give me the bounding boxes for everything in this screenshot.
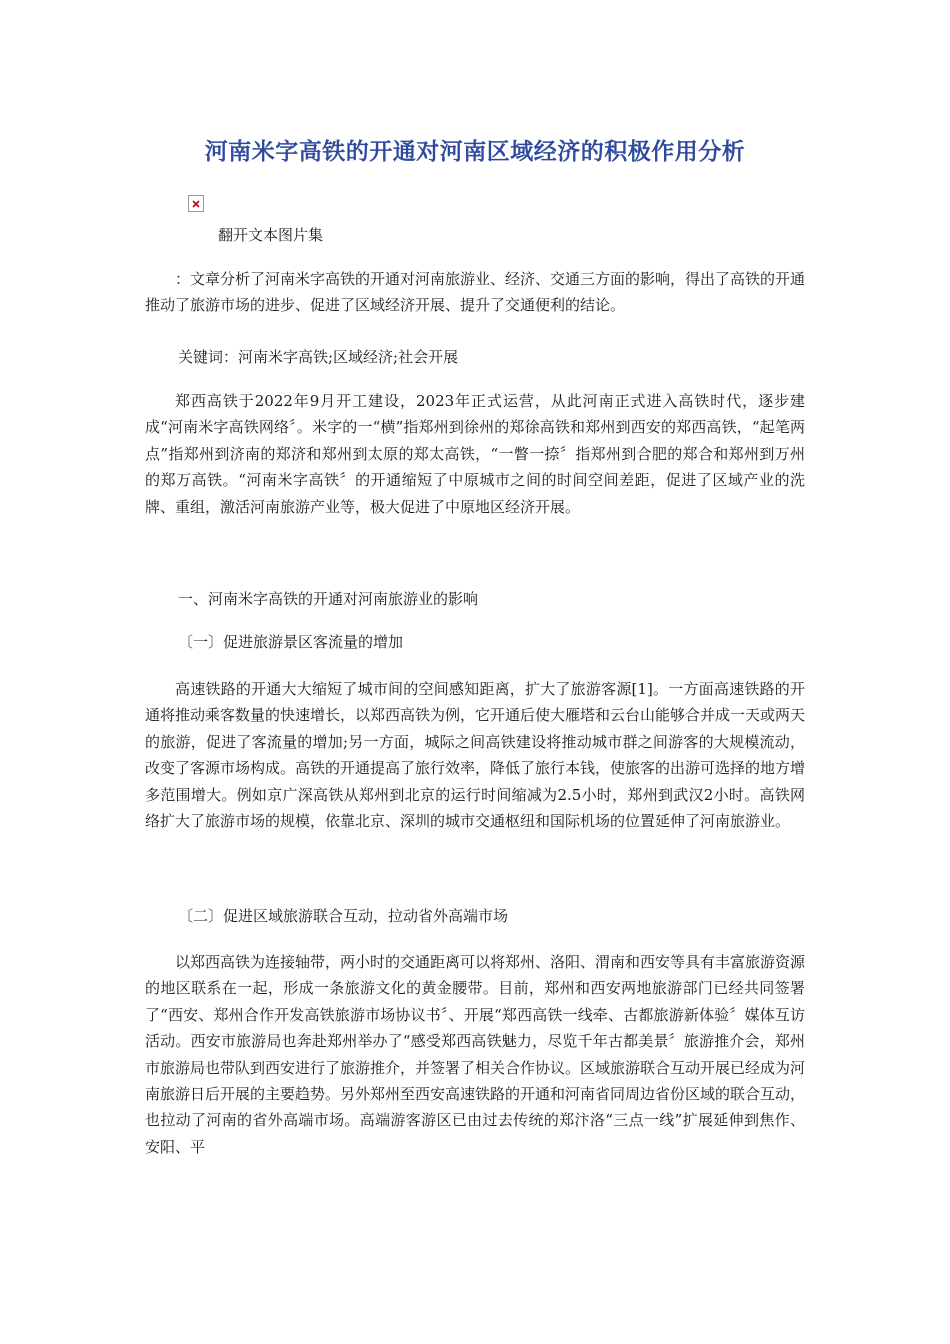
intro-paragraph: 郑西高铁于2022年9月开工建设，2023年正式运营，从此河南正式进入高铁时代，逐步建成“河南米字高铁网络〞。米字的一“横”指郑州到徐州的郑徐高铁和郑州到西安的郑西高铁，“起笔两点”指郑州到济南的郑济和郑州到太原的郑太高铁，“一瞥一捺〞指郑州到合肥的郑合和郑州到万州的郑万高铁。“河南米字高铁〞的开通缩短了中原城市之间的时间空间差距，促进了区域产业的洗牌、重组，激活河南旅游产业等，极大促进了中原地区经济开展。 xyxy=(145,392,805,516)
section-heading: 一、河南米字高铁的开通对河南旅游业的影响 xyxy=(178,590,479,608)
document-title: 河南米字高铁的开通对河南区域经济的积极作用分析 xyxy=(204,139,746,165)
body-paragraph: 以郑西高铁为连接轴带，两小时的交通距离可以将郑州、洛阳、渭南和西安等具有丰富旅游资源的地区联系在一起，形成一条旅游文化的黄金腰带。目前，郑州和西安两地旅游部门已经共同签署了“西安、郑州合作开发高铁旅游市场协议书〞、开展“郑西高铁一线牵、古都旅游新体验〞媒体互访活动。西安市旅游局也奔赴郑州举办了“感受郑西高铁魅力，尽览千年古都美景〞旅游推介会，郑州市旅游局也带队到西安进行了旅游推介，并签署了相关合作协议。区域旅游联合互动开展已经成为河南旅游日后开展的主要趋势。另外郑州至西安高速铁路的开通和河南省同周边省份区域的联合互动，也拉动了河南的省外高端市场。高端游客游区已由过去传统的郑汴洛“三点一线”扩展延伸到焦作、安阳、平 xyxy=(145,953,806,1156)
subsection-heading: 〔一〕促进旅游景区客流量的增加 xyxy=(178,633,404,651)
subsection-heading: 〔二〕促进区域旅游联合互动，拉动省外高端市场 xyxy=(178,907,509,925)
broken-image-icon[interactable] xyxy=(188,195,204,212)
image-caption: 翻开文本图片集 xyxy=(218,226,324,244)
abstract-paragraph: ：文章分析了河南米字高铁的开通对河南旅游业、经济、交通三方面的影响，得出了高铁的开通推动了旅游市场的进步、促进了区域经济开展、提升了交通便利的结论。 xyxy=(145,270,806,315)
keywords-line: 关键词：河南米字高铁;区域经济;社会开展 xyxy=(178,348,459,366)
body-paragraph: 高速铁路的开通大大缩短了城市间的空间感知距离，扩大了旅游客源[1]。一方面高速铁路的开通将推动乘客数量的快速增长，以郑西高铁为例，它开通后使大雁塔和云台山能够合并成一天或两天的旅游，促进了客流量的增加;另一方面，城际之间高铁建设将推动城市群之间游客的大规模流动，改变了客源市场构成。高铁的开通提高了旅行效率，降低了旅行本钱，使旅客的出游可选择的地方增多范围增大。例如京广深高铁从郑州到北京的运行时间缩减为2.5小时，郑州到武汉2小时。高铁网络扩大了旅游市场的规模，依靠北京、深圳的城市交通枢纽和国际机场的位置延伸了河南旅游业。 xyxy=(145,680,806,831)
close-icon xyxy=(192,200,200,208)
